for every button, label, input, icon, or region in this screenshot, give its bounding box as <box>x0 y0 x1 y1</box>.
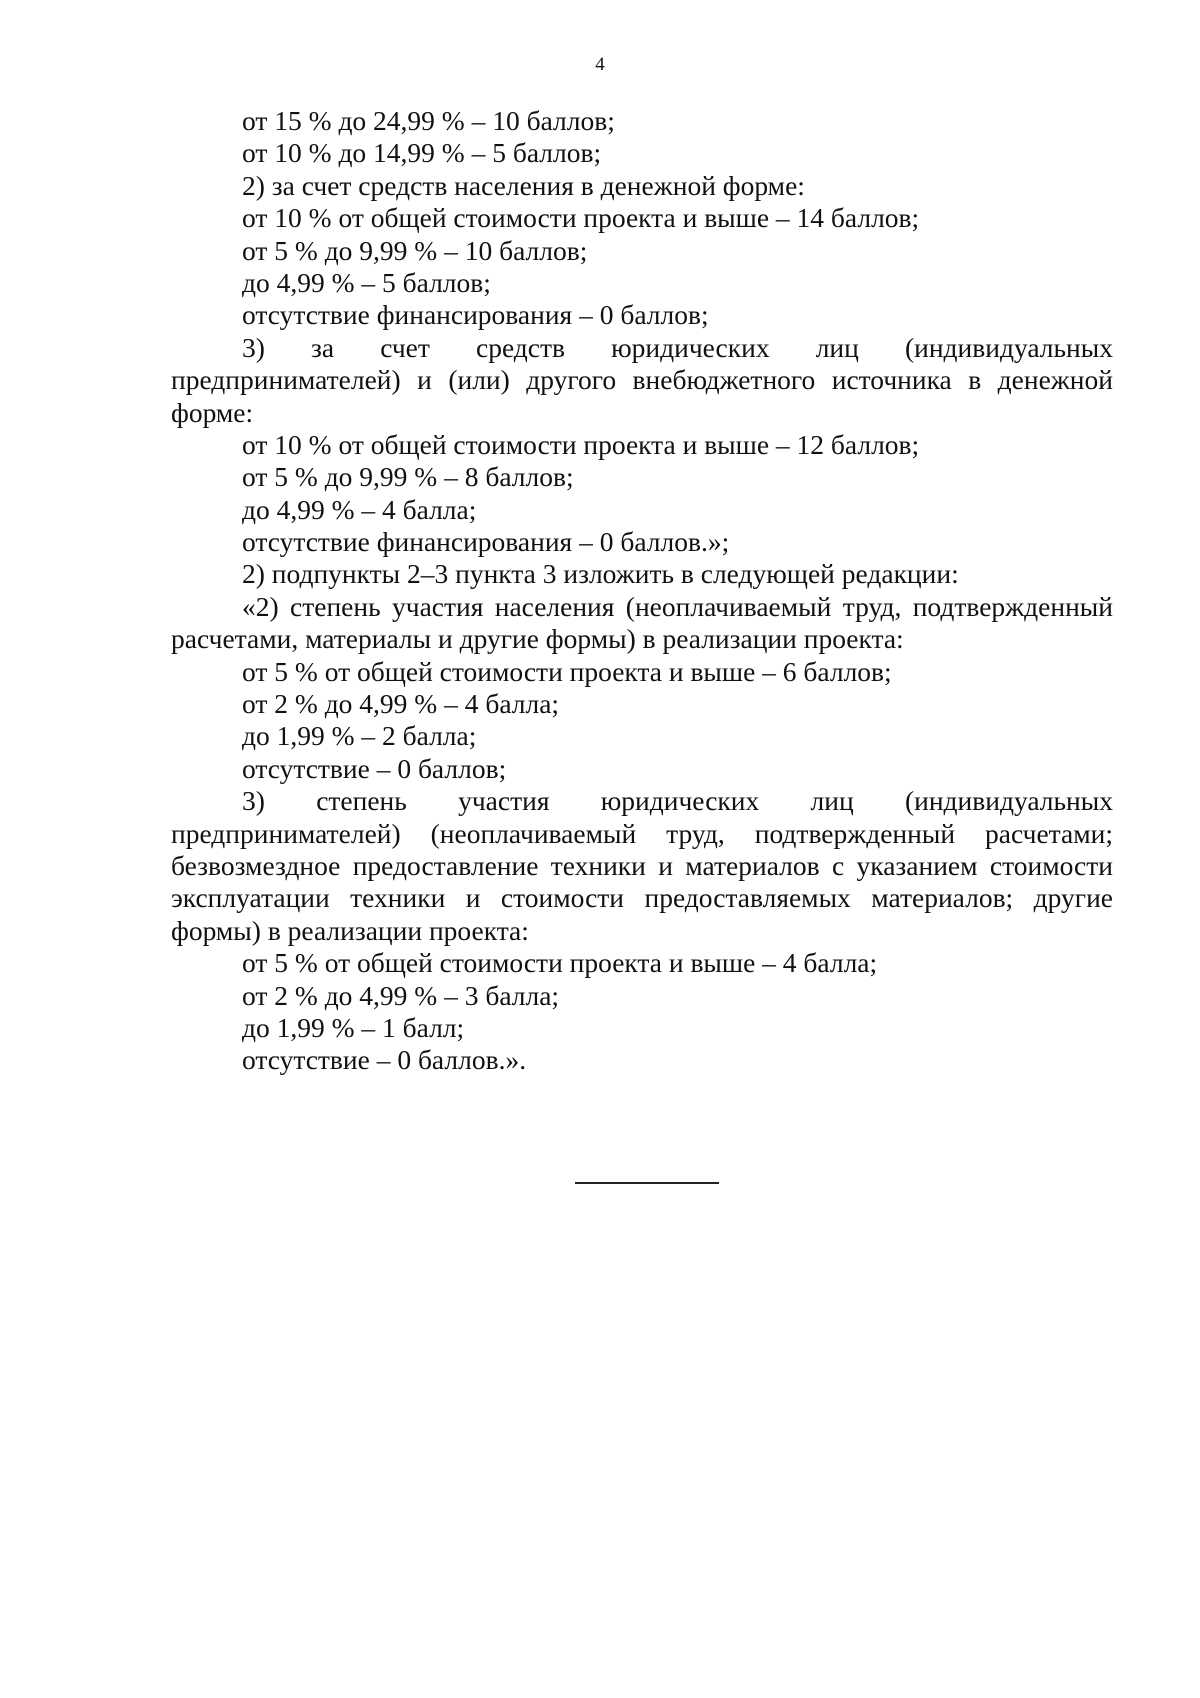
end-of-text-rule <box>575 1182 719 1184</box>
text-line: от 5 % от общей стоимости проекта и выше – 4 балла; <box>242 947 878 979</box>
text-line: от 15 % до 24,99 % – 10 баллов; <box>242 105 615 136</box>
text-line: эксплуатации техники и стоимости предоставляемых материалов; другие <box>171 882 1113 914</box>
text-line: 3) за счет средств юридических лиц (индивидуальных <box>242 331 1113 363</box>
text-line: от 2 % до 4,99 % – 4 балла; <box>242 688 560 720</box>
text-line: от 5 % до 9,99 % – 8 баллов; <box>242 461 574 493</box>
text-line: 2) за счет средств населения в денежной форме: <box>242 169 805 201</box>
text-line: 3) степень участия юридических лиц (индивидуальных <box>242 785 1113 817</box>
text-line: предпринимателей) (неоплачиваемый труд, подтвержденный расчетами; <box>171 817 1113 849</box>
text-line: отсутствие финансирования – 0 баллов; <box>242 299 709 331</box>
text-line: от 10 % до 14,99 % – 5 баллов; <box>242 137 602 169</box>
text-line: до 1,99 % – 1 балл; <box>242 1011 465 1043</box>
text-line: безвозмездное предоставление техники и материалов с указанием стоимости <box>171 849 1113 881</box>
text-line: «2) степень участия населения (неоплачиваемый труд, подтвержденный <box>242 590 1113 622</box>
text-line: от 5 % от общей стоимости проекта и выше – 6 баллов; <box>242 655 892 687</box>
text-line: формы) в реализации проекта: <box>171 914 529 946</box>
text-line: до 1,99 % – 2 балла; <box>242 720 477 752</box>
text-line: от 10 % от общей стоимости проекта и выше – 14 баллов; <box>242 202 920 234</box>
text-line: отсутствие финансирования – 0 баллов.»; <box>242 526 730 558</box>
page-number: 4 <box>595 54 605 75</box>
text-line: отсутствие – 0 баллов.». <box>242 1044 527 1076</box>
document-body <box>171 105 1113 1077</box>
text-line: отсутствие – 0 баллов; <box>242 752 507 784</box>
text-line: от 2 % до 4,99 % – 3 балла; <box>242 979 560 1011</box>
text-line: расчетами, материалы и другие формы) в реализации проекта: <box>171 623 904 655</box>
text-line: форме: <box>171 396 254 428</box>
text-line: предпринимателей) и (или) другого внебюджетного источника в денежной <box>171 364 1113 396</box>
text-line: до 4,99 % – 4 балла; <box>242 493 477 525</box>
text-line: от 5 % до 9,99 % – 10 баллов; <box>242 234 588 266</box>
text-line: 2) подпункты 2–3 пункта 3 изложить в следующей редакции: <box>242 558 959 590</box>
text-line: до 4,99 % – 5 баллов; <box>242 266 491 298</box>
text-line: от 10 % от общей стоимости проекта и выше – 12 баллов; <box>242 428 920 460</box>
